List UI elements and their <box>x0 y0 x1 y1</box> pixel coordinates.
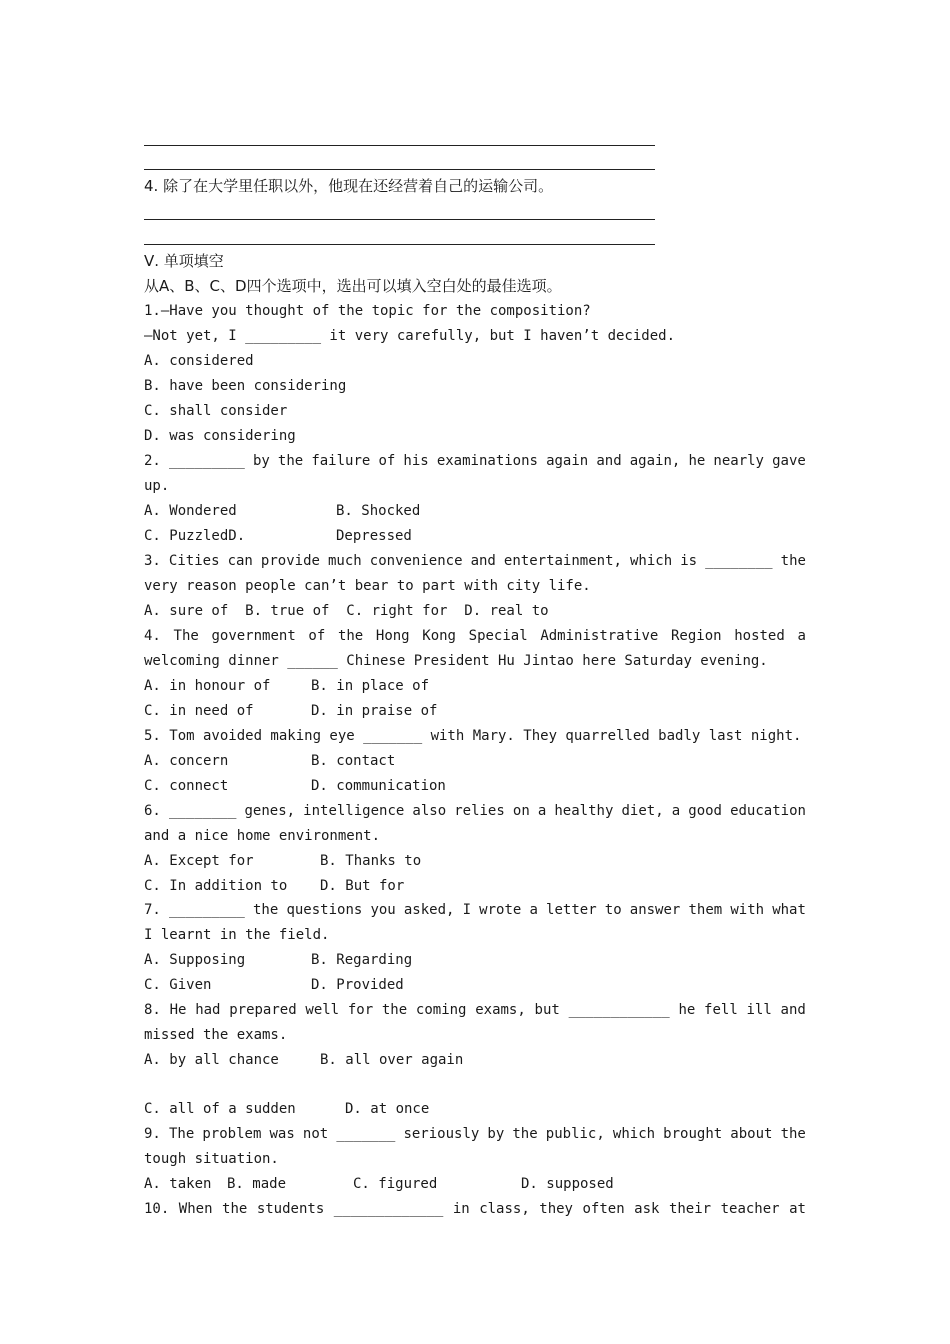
word: nearly <box>713 453 764 469</box>
question-7-option-a: A. Supposing <box>144 952 246 968</box>
word: good <box>688 803 722 819</box>
word: which <box>612 1126 656 1142</box>
word: the <box>337 628 364 644</box>
question-2-option-b: B. Shocked <box>336 503 421 519</box>
word: coming <box>415 1002 467 1018</box>
word: ________ <box>705 553 773 569</box>
question-4-line-1 <box>144 627 806 645</box>
question-4-line-2: welcoming dinner ______ Chinese President Hu Jintao here Saturday evening. <box>144 653 768 669</box>
word: was <box>269 1126 295 1142</box>
word: failure <box>311 453 371 469</box>
word: the <box>222 1201 248 1217</box>
answer-line <box>144 219 655 220</box>
word: exams, <box>475 1002 526 1018</box>
word: and <box>780 1002 806 1018</box>
word: the <box>277 453 304 469</box>
word: you <box>370 902 396 918</box>
word: their <box>668 1201 712 1217</box>
section-title: Ⅴ. 单项填空 <box>144 252 224 270</box>
question-2-option-a: A. Wondered <box>144 503 237 519</box>
word: relies <box>454 803 505 819</box>
question-1-option-b: B. have been considering <box>144 378 347 394</box>
word: entertainment, <box>503 553 622 569</box>
word: which <box>630 553 673 569</box>
word: I <box>462 902 472 918</box>
translation-question-4: 4. 除了在大学里任职以外，他现在还经营着自己的运输公司。 <box>144 177 554 195</box>
word: the <box>780 553 806 569</box>
word: his <box>403 453 429 469</box>
question-8-option-c: C. all of a sudden <box>144 1101 296 1117</box>
word: a <box>529 902 538 918</box>
question-7-option-c: C. Given <box>144 977 212 993</box>
question-6-option-d: D. But for <box>320 878 405 894</box>
question-7-line-2: I learnt in the field. <box>144 927 330 943</box>
word: class, <box>479 1201 530 1217</box>
word: a <box>797 628 806 644</box>
question-7-option-b: B. Regarding <box>311 952 413 968</box>
word: ____________ <box>568 1002 670 1018</box>
word: Kong <box>422 628 456 644</box>
word: also <box>412 803 447 819</box>
word: a <box>537 803 547 819</box>
question-6-option-a: A. Except for <box>144 853 254 869</box>
word: he <box>688 453 706 469</box>
word: for <box>347 1002 374 1018</box>
question-7-option-d: D. Provided <box>311 977 404 993</box>
word: the <box>381 1002 408 1018</box>
question-8-option-d: D. at once <box>345 1101 430 1117</box>
word: Special <box>468 628 528 644</box>
question-8-option-b: B. all over again <box>320 1052 464 1068</box>
word: had <box>195 1002 221 1018</box>
question-2-option-c: C. PuzzledD. <box>144 528 246 544</box>
question-1-option-a: A. considered <box>144 353 254 369</box>
word: examinations <box>436 453 538 469</box>
word: Hong <box>375 628 410 644</box>
question-1-option-c: C. shall consider <box>144 403 288 419</box>
question-1-line-2: —Not yet, I _________ it very carefully, but I haven’t decided. <box>144 328 676 344</box>
question-1-line-1: 1.—Have you thought of the topic for the composition? <box>144 303 591 319</box>
word: the <box>780 1126 806 1142</box>
question-6-line-1 <box>144 802 806 820</box>
word: asked, <box>403 902 455 918</box>
section-instruction: 从A、B、C、D四个选项中，选出可以填入空白处的最佳选项。 <box>144 277 562 295</box>
word: brought <box>663 1126 723 1142</box>
question-4-option-d: D. in praise of <box>311 703 438 719</box>
word: Cities <box>168 553 220 569</box>
word: He <box>169 1002 187 1018</box>
answer-line <box>144 169 655 170</box>
word: what <box>772 902 806 918</box>
question-6-option-b: B. Thanks to <box>320 853 422 869</box>
question-9-line-1 <box>144 1125 806 1143</box>
word: by <box>252 453 270 469</box>
word: at <box>789 1201 806 1217</box>
word: provide <box>260 553 320 569</box>
word: ________ <box>168 803 237 819</box>
word: often <box>582 1201 625 1217</box>
word: much <box>328 553 362 569</box>
word: 9. <box>144 1126 161 1142</box>
question-4-option-a: A. in honour of <box>144 678 271 694</box>
word: genes, <box>244 803 296 819</box>
question-9-line-2: tough situation. <box>144 1151 279 1167</box>
word: education <box>730 803 806 819</box>
question-5-option-a: A. concern <box>144 753 229 769</box>
word: with <box>730 902 765 918</box>
word: by <box>487 1126 505 1142</box>
question-5-option-d: D. communication <box>311 778 446 794</box>
word: 4. <box>144 628 161 644</box>
word: Administrative <box>540 628 659 644</box>
word: diet, <box>621 803 664 819</box>
word: ill <box>746 1002 772 1018</box>
word: 2. <box>144 453 161 469</box>
question-3-line-2: very reason people can’t bear to part with city life. <box>144 578 591 594</box>
question-9-option-b: B. made <box>227 1176 287 1192</box>
answer-line <box>144 145 655 146</box>
question-6-line-2: and a nice home environment. <box>144 828 381 844</box>
word: can <box>227 553 253 569</box>
word: _______ <box>336 1126 396 1142</box>
word: they <box>539 1201 573 1217</box>
question-7-line-1 <box>144 901 806 919</box>
question-2-option-d: Depressed <box>336 528 412 544</box>
word: the <box>253 902 279 918</box>
word: 3. <box>144 553 161 569</box>
word: to <box>604 902 622 918</box>
question-4-option-c: C. in need of <box>144 703 254 719</box>
word: about <box>730 1126 773 1142</box>
word: The <box>168 1126 195 1142</box>
word: is <box>680 553 698 569</box>
word: fell <box>704 1002 738 1018</box>
question-5-line-1: 5. Tom avoided making eye _______ with Mary. They quarrelled badly last night. <box>144 728 802 744</box>
question-10-line-1 <box>144 1200 806 1218</box>
word: hosted <box>734 628 785 644</box>
question-9-option-c: C. figured <box>353 1176 438 1192</box>
answer-line <box>144 244 655 245</box>
word: of <box>378 453 396 469</box>
word: in <box>452 1201 470 1217</box>
word: answer <box>629 902 681 918</box>
question-6-option-c: C. In addition to <box>144 878 288 894</box>
word: _________ <box>168 453 245 469</box>
word: When <box>178 1201 213 1217</box>
word: 6. <box>144 803 161 819</box>
word: again <box>546 453 589 469</box>
word: _________ <box>169 902 245 918</box>
question-2-line-2: up. <box>144 478 170 494</box>
word: well <box>305 1002 340 1018</box>
word: questions <box>286 902 363 918</box>
word: ask <box>634 1201 660 1217</box>
word: healthy <box>554 803 614 819</box>
word: gave <box>772 453 806 469</box>
word: not <box>302 1126 329 1142</box>
question-9-option-a: A. taken <box>144 1176 212 1192</box>
word: students <box>256 1201 325 1217</box>
word: 10. <box>144 1201 170 1217</box>
word: a <box>671 803 681 819</box>
word: 7. <box>144 902 161 918</box>
word: them <box>688 902 723 918</box>
question-9-option-d: D. supposed <box>521 1176 614 1192</box>
word: but <box>534 1002 560 1018</box>
question-8-line-1 <box>144 1001 806 1019</box>
word: problem <box>202 1126 262 1142</box>
word: he <box>678 1002 696 1018</box>
word: again, <box>629 453 681 469</box>
question-4-option-b: B. in place of <box>311 678 430 694</box>
question-2-line-1 <box>144 452 806 470</box>
question-3-options: A. sure of B. true of C. right for D. real to <box>144 603 549 619</box>
word: Region <box>670 628 722 644</box>
word: and <box>470 553 496 569</box>
word: _____________ <box>333 1201 444 1217</box>
word: seriously <box>403 1126 480 1142</box>
word: on <box>512 803 530 819</box>
word: teacher <box>720 1201 780 1217</box>
question-5-option-c: C. connect <box>144 778 229 794</box>
question-8-option-a: A. by all chance <box>144 1052 279 1068</box>
question-8-line-2: missed the exams. <box>144 1027 288 1043</box>
word: wrote <box>479 902 522 918</box>
word: convenience <box>369 553 463 569</box>
question-5-option-b: B. contact <box>311 753 396 769</box>
word: of <box>308 628 326 644</box>
word: The <box>173 628 199 644</box>
word: 8. <box>144 1002 161 1018</box>
word: letter <box>546 902 597 918</box>
word: government <box>211 628 296 644</box>
question-1-option-d: D. was considering <box>144 428 296 444</box>
word: the <box>512 1126 538 1142</box>
question-3-line-1 <box>144 552 806 570</box>
word: intelligence <box>303 803 405 819</box>
word: prepared <box>229 1002 297 1018</box>
word: public, <box>545 1126 605 1142</box>
word: and <box>596 453 622 469</box>
